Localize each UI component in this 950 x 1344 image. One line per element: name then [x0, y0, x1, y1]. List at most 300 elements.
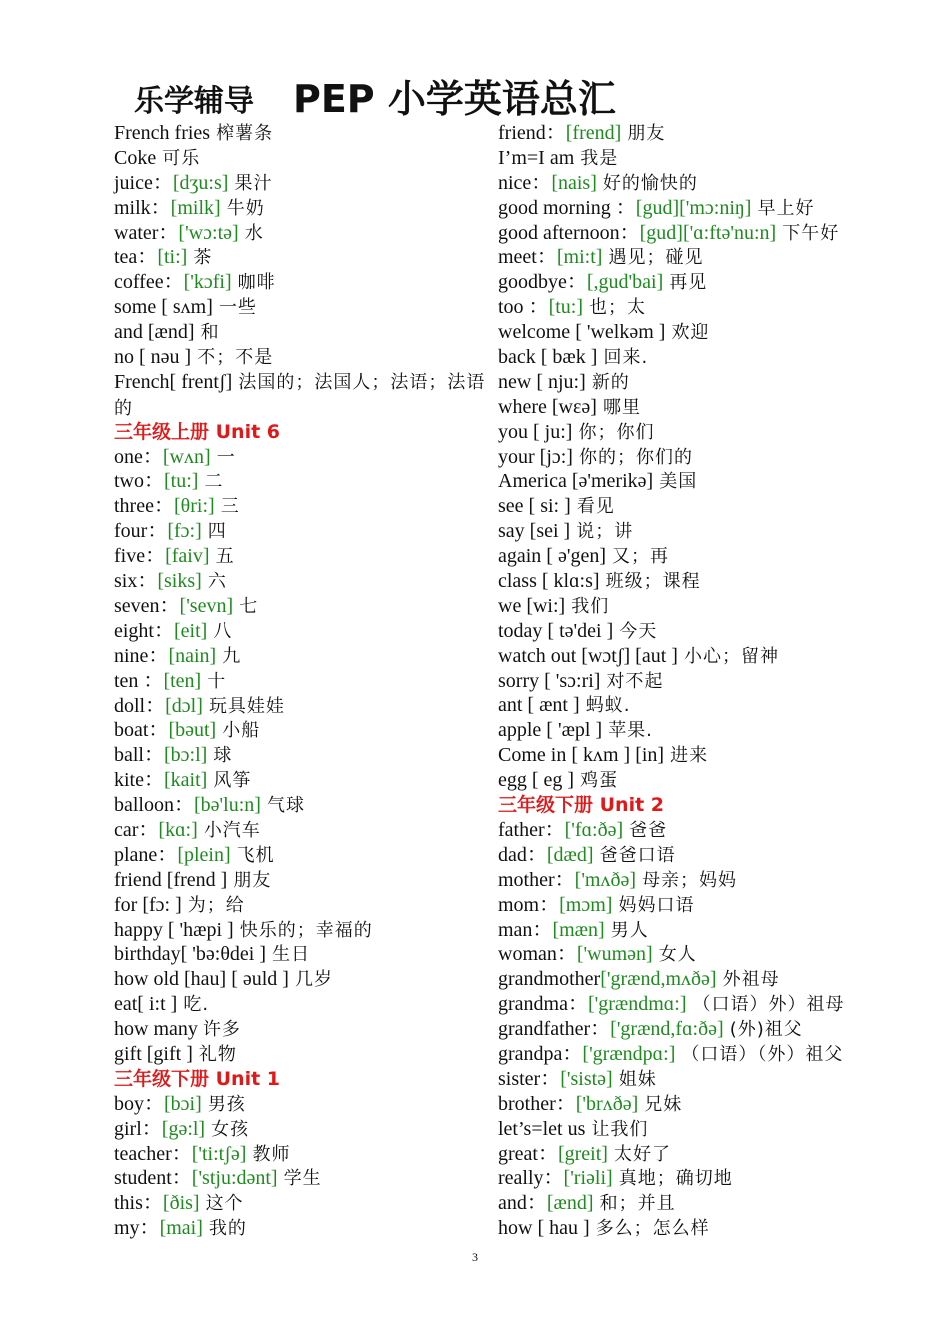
entry-meaning: 遇见；碰见 [608, 247, 704, 269]
entry-meaning: 学生 [283, 1168, 322, 1190]
entry-meaning: 为；给 [187, 894, 245, 916]
vocab-entry [114, 445, 498, 470]
entry-phonetic: [siks] [157, 570, 202, 593]
entry-meaning: 男人 [610, 919, 649, 941]
entry-word: good morning ： [498, 196, 636, 219]
entry-phonetic: [gud]['mɔ:niŋ] [635, 196, 752, 219]
entry-meaning: 牛奶 [226, 197, 265, 219]
entry-meaning: 小船 [222, 720, 261, 742]
entry-meaning: 我的 [208, 1218, 247, 1240]
entry-word: six： [114, 570, 158, 593]
entry-meaning: 咖啡 [237, 272, 276, 294]
entry-meaning: 茶 [193, 247, 213, 269]
entry-word: balloon： [114, 794, 194, 817]
entry-phonetic: [tu:] [548, 296, 583, 319]
vocab-entry [114, 245, 498, 270]
entry-phonetic: [eit] [174, 619, 208, 642]
entry-meaning: 你；你们 [578, 421, 655, 443]
entry-phonetic: [plein] [177, 843, 231, 866]
entry-meaning: 七 [239, 595, 259, 617]
entry-meaning: 苹果. [608, 720, 653, 742]
entry-meaning: 可乐 [162, 147, 201, 169]
entry-phonetic: ['sevn] [179, 594, 234, 617]
entry-phonetic: [dæd] [546, 843, 594, 866]
entry-phonetic: [ðis] [162, 1192, 200, 1215]
entry-word: three： [114, 495, 174, 518]
entry-word: kite： [114, 769, 164, 792]
entry-word: you [ ju:] [498, 420, 573, 443]
vocab-entry [114, 1117, 498, 1142]
entry-word: let’s=let us [498, 1117, 586, 1140]
entry-phonetic: [fɔ:] [167, 520, 202, 543]
entry-meaning: 女人 [658, 944, 697, 966]
entry-meaning: 不；不是 [197, 347, 274, 369]
entry-meaning: 班级；课程 [605, 571, 701, 593]
vocab-entry [498, 1191, 898, 1216]
vocab-entry [498, 594, 898, 619]
entry-meaning: 美国 [659, 471, 698, 493]
vocab-entry [498, 1142, 898, 1167]
vocab-entry [114, 669, 498, 694]
vocab-entry [498, 320, 898, 345]
entry-meaning: 二 [204, 471, 224, 493]
entry-word: today [ tə'dei ] [498, 619, 614, 642]
entry-meaning: 气球 [266, 795, 305, 817]
entry-meaning: 许多 [202, 1019, 241, 1041]
entry-meaning: 看见 [576, 496, 615, 518]
entry-phonetic: [mi:t] [556, 246, 603, 269]
entry-word: ball： [114, 744, 164, 767]
entry-word: brother： [498, 1092, 576, 1115]
vocab-entry [114, 992, 498, 1017]
entry-word: good afternoon： [498, 221, 640, 244]
entry-meaning: 法国的；法国人；法语；法语的 [114, 371, 486, 419]
entry-word: teacher： [114, 1142, 192, 1165]
vocab-entry [114, 718, 498, 743]
vocab-entry [114, 918, 498, 943]
vocab-entry [114, 942, 498, 967]
vocab-entry [114, 544, 498, 569]
entry-meaning: 三 [220, 496, 240, 518]
entry-phonetic: [wʌn] [162, 445, 211, 468]
entry-phonetic: [nais] [551, 171, 597, 194]
entry-phonetic: ['wɔ:tə] [178, 221, 239, 244]
entry-phonetic: [ænd] [546, 1192, 594, 1215]
entry-meaning: 球 [213, 745, 233, 767]
entry-meaning: 早上好 [757, 197, 815, 219]
entry-word: ant [ ænt ] [498, 694, 580, 717]
vocab-entry [498, 121, 898, 146]
entry-word: eight： [114, 619, 174, 642]
vocab-entry [498, 345, 898, 370]
entry-word: water： [114, 221, 179, 244]
vocab-entry [114, 743, 498, 768]
page-number: 3 [472, 1250, 478, 1264]
entry-word: my： [114, 1217, 160, 1240]
entry-meaning: 对不起 [606, 670, 664, 692]
vocab-entry [498, 1166, 898, 1191]
entry-word: I’m=I am [498, 146, 575, 169]
vocab-entry [114, 843, 498, 868]
vocab-entry [498, 918, 898, 943]
entry-phonetic: ['grænd,fɑ:ðə] [610, 1018, 724, 1041]
entry-word: grandma： [498, 993, 588, 1016]
entry-phonetic: ['grændpɑ:] [582, 1042, 676, 1065]
vocab-entry [114, 594, 498, 619]
section-heading: 三年级下册 Unit 2 [498, 794, 664, 817]
entry-word: father： [498, 818, 565, 841]
entry-meaning: 女孩 [211, 1118, 250, 1140]
entry-word: dad： [498, 843, 547, 866]
entry-word: French[ frentʃ] [114, 370, 233, 393]
vocab-entry [114, 121, 498, 146]
vocab-entry [498, 644, 898, 669]
entry-phonetic: [faiv] [165, 545, 210, 568]
entry-word: seven： [114, 594, 180, 617]
entry-word: four： [114, 520, 168, 543]
entry-word: where [wɛə] [498, 395, 597, 418]
vocab-entry [114, 171, 498, 196]
entry-meaning: (外)祖父 [729, 1019, 803, 1041]
entry-meaning: 和；并且 [599, 1193, 676, 1215]
entry-word: meet： [498, 246, 557, 269]
entry-word: great： [498, 1142, 558, 1165]
vocab-entry [498, 942, 898, 967]
entry-meaning: 八 [213, 620, 233, 642]
entry-phonetic: [θri:] [173, 495, 215, 518]
entry-word: coffee： [114, 271, 184, 294]
entry-phonetic: ['sistə] [560, 1067, 613, 1090]
vocab-entry [114, 619, 498, 644]
entry-meaning: 新的 [591, 371, 630, 393]
vocab-entry [498, 843, 898, 868]
entry-word: how many [114, 1018, 203, 1041]
entry-meaning: 吃. [183, 994, 210, 1016]
vocab-entry [114, 196, 498, 221]
entry-word: for [fɔ: ] [114, 893, 182, 916]
vocab-entry [498, 718, 898, 743]
vocab-entry [114, 1017, 498, 1042]
vocab-entry [498, 1042, 898, 1067]
entry-phonetic: ['fɑ:ðə] [564, 818, 624, 841]
left-column [114, 121, 498, 1241]
vocab-entry [498, 1092, 898, 1117]
vocab-entry [498, 420, 898, 445]
entry-phonetic: ['mʌðə] [574, 868, 637, 891]
entry-word: one： [114, 445, 163, 468]
entry-phonetic: [nain] [168, 644, 217, 667]
vocab-entry [498, 669, 898, 694]
vocab-entry [498, 245, 898, 270]
entry-word: some [ sʌm] [114, 296, 213, 319]
entry-phonetic: ['brʌðə] [575, 1092, 639, 1115]
entry-meaning: 兄妹 [644, 1093, 683, 1115]
vocab-entry [498, 992, 898, 1017]
vocab-entry [498, 519, 898, 544]
entry-meaning: 教师 [252, 1143, 291, 1165]
entry-word: nice： [498, 171, 552, 194]
entry-word: two： [114, 470, 164, 493]
entry-meaning: 生日 [272, 944, 311, 966]
entry-phonetic: [kait] [164, 769, 208, 792]
entry-word: no [ nəu ] [114, 346, 192, 369]
vocab-entry [114, 694, 498, 719]
entry-phonetic: [milk] [170, 196, 221, 219]
entry-phonetic: ['stju:dənt] [191, 1167, 278, 1190]
entry-meaning: 多么；怎么样 [595, 1218, 710, 1240]
vocab-entry [114, 768, 498, 793]
entry-phonetic: ['ti:tʃə] [191, 1142, 247, 1165]
entry-word: car： [114, 818, 159, 841]
vocab-entry [498, 569, 898, 594]
vocab-entry [114, 1216, 498, 1241]
entry-meaning: 鸡蛋 [580, 770, 619, 792]
entry-phonetic: [bɔ:l] [164, 744, 208, 767]
entry-meaning: 这个 [205, 1193, 244, 1215]
entry-meaning: 让我们 [591, 1118, 649, 1140]
entry-phonetic: ['riəli] [563, 1167, 613, 1190]
vocab-entry [498, 221, 898, 246]
entry-word: woman： [498, 943, 577, 966]
vocab-entry [498, 1117, 898, 1142]
entry-meaning: 欢迎 [671, 322, 710, 344]
vocab-entry [114, 818, 498, 843]
vocab-entry [498, 395, 898, 420]
entry-word: class [ klɑ:s] [498, 570, 600, 593]
vocab-entry [498, 967, 898, 992]
entry-meaning: 和 [200, 322, 220, 344]
entry-meaning: 又；再 [612, 546, 670, 568]
vocab-entry [498, 196, 898, 221]
entry-meaning: 风筝 [213, 770, 252, 792]
vocab-entry [114, 1142, 498, 1167]
entry-word: eat[ i:t ] [114, 993, 178, 1016]
entry-meaning: 飞机 [236, 844, 275, 866]
vocab-entry [498, 146, 898, 171]
entry-meaning: 水 [244, 222, 264, 244]
entry-meaning: 快乐的；幸福的 [239, 919, 373, 941]
vocab-entry [498, 370, 898, 395]
section-heading: 三年级下册 Unit 1 [114, 1067, 280, 1090]
vocab-entry [114, 494, 498, 519]
vocab-entry [114, 270, 498, 295]
entry-meaning: 榨薯条 [216, 123, 274, 144]
entry-word: happy [ 'hæpi ] [114, 918, 234, 941]
entry-word: Come in [ kʌm ] [in] [498, 744, 665, 767]
vocab-entry [114, 320, 498, 345]
entry-word: mother： [498, 868, 575, 891]
vocab-entry [114, 868, 498, 893]
vocab-entry [114, 519, 498, 544]
entry-meaning: 姐妹 [618, 1068, 657, 1090]
vocab-entry [114, 345, 498, 370]
entry-meaning: 四 [207, 521, 227, 543]
vocab-entry [498, 1067, 898, 1092]
vocab-entry [114, 221, 498, 246]
entry-meaning: 你的；你们的 [579, 446, 694, 468]
entry-word: plane： [114, 843, 178, 866]
entry-meaning: 回来. [603, 347, 649, 369]
entry-word: birthday[ 'bə:θdei ] [114, 943, 267, 966]
entry-phonetic: [ten] [163, 669, 202, 692]
entry-phonetic: [mæn] [552, 918, 605, 941]
entry-meaning: 我们 [571, 595, 610, 617]
vocab-entry [498, 768, 898, 793]
vocab-entry [498, 445, 898, 470]
entry-phonetic: [mɔm] [559, 893, 613, 916]
entry-word: French fries [114, 122, 211, 144]
vocab-entry [114, 893, 498, 918]
entry-word: doll： [114, 694, 166, 717]
entry-phonetic: [tu:] [164, 470, 199, 493]
entry-phonetic: ['grænd,mʌðə] [600, 968, 717, 991]
entry-meaning: 六 [207, 571, 227, 593]
entry-phonetic: [frend] [565, 122, 622, 144]
vocab-entry [498, 619, 898, 644]
entry-word: goodbye： [498, 271, 587, 294]
entry-meaning: 一 [216, 446, 236, 468]
entry-word: girl： [114, 1117, 162, 1140]
entry-meaning: 我是 [580, 147, 619, 169]
entry-meaning: 礼物 [198, 1043, 237, 1065]
entry-word: and [ænd] [114, 321, 195, 344]
entry-meaning: 母亲；妈妈 [642, 869, 738, 891]
entry-meaning: 朋友 [233, 869, 272, 891]
entry-meaning: 小汽车 [203, 819, 261, 841]
entry-phonetic: [gə:l] [161, 1117, 206, 1140]
entry-word: and： [498, 1192, 547, 1215]
entry-meaning: 今天 [619, 620, 658, 642]
entry-word: grandfather： [498, 1018, 611, 1041]
entry-word: friend： [498, 122, 566, 144]
entry-word: nine： [114, 644, 169, 667]
entry-meaning: 玩具娃娃 [208, 695, 285, 717]
entry-meaning: 进来 [670, 745, 709, 767]
entry-meaning: 下午好 [782, 222, 840, 244]
entry-word: again [ ə'gen] [498, 545, 606, 568]
vocab-entry [114, 1092, 498, 1117]
vocab-entry [114, 967, 498, 992]
entry-word: tea： [114, 246, 158, 269]
entry-word: welcome [ 'welkəm ] [498, 321, 666, 344]
entry-meaning: 男孩 [207, 1093, 246, 1115]
vocab-entry [498, 893, 898, 918]
entry-word: how [ hau ] [498, 1217, 590, 1240]
entry-word: America [ə'merikə] [498, 470, 654, 493]
entry-meaning: 几岁 [295, 969, 333, 991]
entry-word: grandpa： [498, 1042, 583, 1065]
title-main: PEP 小学英语总汇 [293, 77, 616, 121]
entry-meaning: 太好了 [614, 1143, 672, 1165]
entry-word: too ： [498, 296, 549, 319]
entry-meaning: 十 [207, 670, 227, 692]
page-title [0, 66, 950, 121]
entry-word: sorry [ 'sɔ:ri] [498, 669, 601, 692]
entry-meaning: 果汁 [234, 172, 273, 194]
vocab-entry [498, 1017, 898, 1042]
right-column [498, 121, 898, 1241]
entry-meaning: 蚂蚁. [585, 695, 631, 717]
section-heading: 三年级上册 Unit 6 [114, 420, 280, 443]
entry-meaning: （口语）（外）祖父 [681, 1043, 844, 1065]
entry-word: boy： [114, 1092, 164, 1115]
entry-word: we [wi:] [498, 594, 566, 617]
vocab-entry [498, 171, 898, 196]
entry-word: five： [114, 545, 166, 568]
vocab-entry [114, 1042, 498, 1067]
entry-meaning: 朋友 [627, 123, 666, 144]
vocab-entry [498, 868, 898, 893]
entry-word: friend [frend ] [114, 868, 228, 891]
entry-word: sister： [498, 1067, 561, 1090]
entry-meaning: 再见 [669, 272, 708, 294]
entry-meaning: 也；太 [589, 297, 647, 319]
vocab-entry [498, 295, 898, 320]
entry-meaning: 说；讲 [576, 521, 634, 543]
entry-phonetic: [dɔl] [165, 694, 203, 717]
entry-word: grandmother [498, 968, 601, 991]
vocab-entry [114, 146, 498, 171]
vocab-entry [498, 1216, 898, 1241]
entry-phonetic: [bəut] [168, 719, 217, 742]
vocab-entry [498, 270, 898, 295]
entry-word: say [sei ] [498, 520, 571, 543]
title-brand: 乐学辅导 [134, 84, 254, 119]
entry-meaning: （口语）外）祖母 [692, 994, 845, 1016]
vocab-entry [114, 644, 498, 669]
entry-word: apple [ 'æpl ] [498, 719, 603, 742]
entry-phonetic: [ti:] [157, 246, 188, 269]
vocab-entry [114, 1191, 498, 1216]
entry-phonetic: [greit] [557, 1142, 608, 1165]
entry-phonetic: [kɑ:] [158, 818, 198, 841]
entry-meaning: 爸爸 [629, 819, 668, 841]
vocab-entry [114, 1166, 498, 1191]
entry-meaning: 爸爸口语 [599, 844, 676, 866]
entry-phonetic: ['wumən] [576, 943, 653, 966]
entry-phonetic: [,gud'bai] [586, 271, 664, 294]
vocab-entry [114, 370, 498, 420]
entry-meaning: 一些 [218, 297, 257, 319]
entry-word: ten ： [114, 669, 164, 692]
vocab-entry [498, 544, 898, 569]
entry-meaning: 外祖母 [722, 969, 780, 991]
entry-word: watch out [wɔtʃ] [aut ] [498, 644, 678, 667]
entry-meaning: 好的愉快的 [602, 172, 698, 194]
entry-word: gift [gift ] [114, 1042, 193, 1065]
entry-meaning: 真地；确切地 [618, 1168, 733, 1190]
vocab-entry [114, 469, 498, 494]
entry-phonetic: ['kɔfi] [183, 271, 232, 294]
vocab-entry [114, 295, 498, 320]
entry-word: your [jɔ:] [498, 445, 573, 468]
entry-word: back [ bæk ] [498, 346, 598, 369]
vocab-entry [498, 743, 898, 768]
vocab-entry [498, 494, 898, 519]
entry-meaning: 哪里 [602, 396, 641, 418]
entry-meaning: 小心；留神 [683, 645, 779, 667]
entry-word: egg [ eg ] [498, 769, 575, 792]
entry-phonetic: [gud]['ɑ:ftə'nu:n] [639, 221, 777, 244]
vocab-entry [498, 469, 898, 494]
entry-word: milk： [114, 196, 171, 219]
entry-word: this： [114, 1192, 163, 1215]
entry-word: man： [498, 918, 553, 941]
entry-meaning: 五 [215, 546, 235, 568]
entry-word: boat： [114, 719, 169, 742]
entry-word: student： [114, 1167, 192, 1190]
entry-phonetic: [bə'lu:n] [194, 794, 261, 817]
